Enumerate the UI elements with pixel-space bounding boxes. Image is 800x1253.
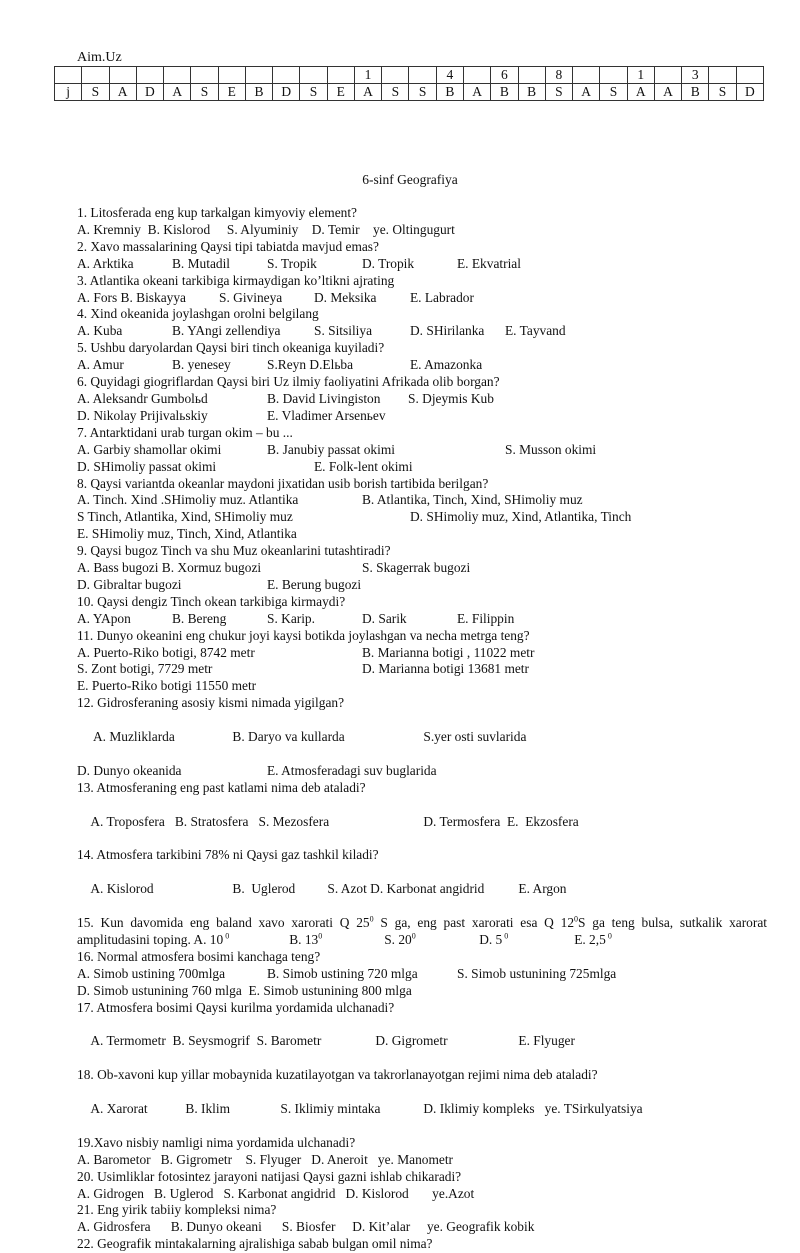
answer-key-cell [409,67,436,84]
answer-key-cell [382,67,409,84]
option: B. Janubiy passat okimi [267,441,395,457]
question-19: 19.Xavo nisbiy namligi nima yordamida ulchanadi? [77,1134,356,1150]
question-16: 16. Normal atmosfera bosimi kanchaga teng? [77,948,321,964]
question-11-options-b [77,661,767,678]
question-9: 9. Qaysi bugoz Tinch va shu Muz okeanlarini tutashtiradi? [77,543,391,559]
question-5: 5. Ushbu daryolardan Qaysi biri tinch okeaniga kuyiladi? [77,340,385,356]
option: D. Gibraltar bugozi [77,576,182,592]
answer-key-cell [82,67,109,84]
answer-key-cell: D [736,84,763,101]
question-10: 10. Qaysi dengiz Tinch okean tarkibiga kirmaydi? [77,593,346,609]
option: E. Vladimer Arsenьev [267,407,386,423]
answer-key-cell [109,67,136,84]
answer-key-cell: A [164,84,191,101]
option: B. yenesey [172,357,231,373]
option: A. Kuba [77,323,123,339]
answer-key-cell: B [518,84,545,101]
question-12-options-b [77,763,767,780]
question-2-options [77,256,767,273]
question-3-options [77,290,767,307]
answer-key-cell [273,67,300,84]
option: E. Flyuger [518,1033,575,1049]
answer-key-cell [164,67,191,84]
option: S. Azot D. Karbonat angidrid [327,881,485,897]
option: D. SHirilanka [410,323,485,339]
question-11: 11. Dunyo okeanini eng chukur joyi kaysi botikda joylashgan va necha metrga teng? [77,627,530,643]
answer-key-cell [573,67,600,84]
answer-key-cell [600,67,627,84]
answer-key-cell: S [600,84,627,101]
option: S. Djeymis Kub [408,390,494,406]
question-7-options-a [77,442,767,459]
document-title: 6-sinf Geografiya [362,172,458,187]
answer-key-cell: S [409,84,436,101]
option: D. Dunyo okeanida [77,762,182,778]
site-name: Aim.Uz [77,50,122,65]
option: B. Uglerod [232,881,296,897]
question-13-options [77,797,767,848]
question-12-options-a [77,712,767,763]
question-19-options: A. Barometor B. Gigrometr S. Flyuger D. Aneroit ye. Manometr [77,1151,453,1167]
question-22: 22. Geografik mintakalarning ajralishiga sabab bulgan omil nima? [77,1236,433,1252]
option: B. Iklim [185,1101,231,1117]
question-2: 2. Xavo massalarining Qaysi tipi tabiatda mavjud emas? [77,238,379,254]
option: S. Skagerrak bugozi [362,560,471,576]
option: E. Folk-lent okimi [314,458,413,474]
question-6: 6. Quyidagi giogriflardan Qaysi biri Uz ilmiy faoliyatini Afrikada olib borgan? [77,374,500,390]
option: A. Aleksandr Gumbolьd [77,390,208,406]
option: A. Simob ustining 700mlga [77,965,226,981]
option: D. Tropik [362,255,415,271]
question-17-options [77,1017,767,1068]
question-1: 1. Litosferada eng kup tarkalgan kimyoviy element? [77,205,357,220]
answer-key-cell: B [682,84,709,101]
answer-key-cell: j [55,84,82,101]
option: E. Amazonka [410,357,483,373]
question-3: 3. Atlantika okeani tarkibiga kirmaydigan ko’ltikni ajrating [77,272,395,288]
option: D. SHimoliy muz, Xind, Atlantika, Tinch [410,509,632,525]
answer-key-cell: S [382,84,409,101]
option: B. $13^0$ [289,931,323,947]
option: S Tinch, Atlantika, Xind, SHimoliy muz [77,509,293,525]
option: B. Simob ustining 720 mlga [267,965,418,981]
option: A. Tinch. Xind .SHimoliy muz. Atlantika [77,492,299,508]
option: A. Xarorat [90,1101,148,1117]
option: E. 2,5 $^0$ [574,931,612,947]
answer-key-cell [463,67,490,84]
question-7-options-b [77,459,767,476]
option: D. Nikolay Prijivalьskiy [77,407,208,423]
answer-key-cell [191,67,218,84]
question-18-options [77,1084,767,1135]
question-16-options-b: D. Simob ustunining 760 mlga E. Simob ustunining 800 mlga [77,982,412,998]
option: S. Iklimiy mintaka [280,1101,381,1117]
answer-key-cell: S [300,84,327,101]
question-21-options: A. Gidrosfera B. Dunyo okeani S. Biosfer D. Kit’alar ye. Geografik kobik [77,1219,535,1235]
question-6-options-b [77,408,767,425]
answer-key-row-letters [55,84,764,101]
option: A. Troposfera B. Stratosfera S. Mezosfera [90,813,330,829]
option: E. Tayvand [505,323,566,339]
question-21: 21. Eng yirik tabiiy kompleksi nima? [77,1202,277,1218]
question-9-options-b [77,577,767,594]
option: B. David Livingiston [267,390,381,406]
option: B. Atlantika, Tinch, Xind, SHimoliy muz [362,492,583,508]
answer-key-cell: 4 [436,67,463,84]
question-12: 12. Gidrosferaning asosiy kismi nimada yigilgan? [77,695,345,711]
answer-key-cell: S [82,84,109,101]
option: D. Iklimiy kompleks ye. TSirkulyatsiya [423,1101,643,1117]
answer-key-cell: S [545,84,572,101]
option: B. Daryo va kullarda [232,729,345,745]
option: B. Bereng [172,610,227,626]
option: E. Argon [518,881,567,897]
question-11-options-a [77,645,767,662]
option: S. Givineya [219,289,283,305]
question-14-options [77,864,767,915]
answer-key-cell: B [245,84,272,101]
answer-key-cell: S [191,84,218,101]
option: S.yer osti suvlarida [423,729,527,745]
question-4-options [77,323,767,340]
option: A. Garbiy shamollar okimi [77,441,222,457]
answer-key-cell: D [136,84,163,101]
option: S. $20^0$ [384,931,416,947]
option: S. Musson okimi [505,441,597,457]
question-7: 7. Antarktidani urab turgan okim – bu ... [77,424,293,440]
question-8-options-a [77,492,767,509]
option: B. Mutadil [172,255,231,271]
option: D. Marianna botigi 13681 metr [362,661,529,677]
option: B. YAngi zellendiya [172,323,281,339]
question-list [77,205,767,1253]
question-20-options: A. Gidrogen B. Uglerod S. Karbonat angidrid D. Kislorod ye.Azot [77,1185,475,1201]
question-5-options [77,357,767,374]
question-16-options-a [77,966,767,983]
option: A. YApon [77,610,131,626]
answer-key-cell [709,67,736,84]
option: A. Fors B. Biskayya [77,289,186,305]
question-18: 18. Ob-xavoni kup yillar mobaynida kuzatilayotgan va takrorlanayotgan rejimi nima deb ataladi? [77,1067,598,1083]
question-6-options-a [77,391,767,408]
option: A. Bass bugozi B. Xormuz bugozi [77,560,262,576]
option: D. 5 $^0$ [479,931,509,947]
option: A. Arktika [77,255,134,271]
answer-key-cell: A [354,84,381,101]
answer-key-cell [245,67,272,84]
option: S. Simob ustunining 725mlga [457,965,617,981]
option: A. Muzliklarda [90,729,175,745]
question-20: 20. Usimliklar fotosintez jarayoni natijasi Qaysi gazni ishlab chikaradi? [77,1168,462,1184]
answer-key-cell [327,67,354,84]
answer-key-cell: 8 [545,67,572,84]
answer-key-cell: B [491,84,518,101]
option: S. Sitsiliya [314,323,373,339]
answer-key-cell: A [463,84,490,101]
question-9-options-a [77,560,767,577]
option: D. Meksika [314,289,377,305]
answer-key-cell [736,67,763,84]
answer-key-table [54,66,764,101]
question-8-options-b [77,509,767,526]
answer-key-cell: A [627,84,654,101]
option: D. Sarik [362,610,407,626]
answer-key-cell: A [573,84,600,101]
option: S. Tropik [267,255,317,271]
question-8: 8. Qaysi variantda okeanlar maydoni jixatidan usib borish tartibida berilgan? [77,475,489,491]
question-10-options [77,611,767,628]
question-8-options-c: E. SHimoliy muz, Tinch, Xind, Atlantika [77,526,297,542]
option: A. Amur [77,357,124,373]
answer-key-cell: 3 [682,67,709,84]
question-11-options-c: E. Puerto-Riko botigi 11550 metr [77,678,257,694]
option: B. Marianna botigi , 11022 metr [362,644,535,660]
option: E. Ekvatrial [457,255,521,271]
answer-key-cell: E [218,84,245,101]
answer-key-cell: 1 [354,67,381,84]
answer-key-cell [136,67,163,84]
answer-key-cell [55,67,82,84]
answer-key-cell [518,67,545,84]
answer-key-cell [654,67,681,84]
option: D. Termosfera E. Ekzosfera [423,813,579,829]
option: E. Atmosferadagi suv buglarida [267,762,437,778]
question-4: 4. Xind okeanida joylashgan orolni belgilang [77,306,319,322]
answer-key-cell: A [654,84,681,101]
question-13: 13. Atmosferaning eng past katlami nima deb ataladi? [77,779,366,795]
answer-key-cell: B [436,84,463,101]
answer-key-cell [218,67,245,84]
answer-key-cell: D [273,84,300,101]
question-1-options: A. Kremniy B. Kislorod S. Alyuminiy D. Temir ye. Oltingugurt [77,221,455,237]
option: A. Termometr B. Seysmogrif S. Barometr [90,1033,322,1049]
option: D. SHimoliy passat okimi [77,458,217,474]
option: A. Kislorod [90,881,154,897]
question-14: 14. Atmosfera tarkibini 78% ni Qaysi gaz tashkil kiladi? [77,847,379,863]
answer-key-row-numbers [55,67,764,84]
option: S. Karip. [267,610,315,626]
option: S.Reyn D.Elьba [267,357,354,373]
question-15: 15. Kun davomida eng baland xavo xarorati Q $25^0$ S ga, eng past xarorati esa Q $12^0S$ ga teng bulsa, sutkalik xarorat amplitudasini toping. A. 10 $^0$ B. $13^0$ S. $20^0$ D. 5 $^0$ E. 2,5 $^0$ [77,914,767,947]
answer-key-cell: A [109,84,136,101]
answer-key-cell: 6 [491,67,518,84]
question-17: 17. Atmosfera bosimi Qaysi kurilma yordamida ulchanadi? [77,999,395,1015]
answer-key-cell [300,67,327,84]
option: E. Labrador [410,289,474,305]
answer-key-cell: S [709,84,736,101]
option: E. Berung bugozi [267,576,362,592]
option: A. Puerto-Riko botigi, 8742 metr [77,644,255,660]
answer-key-cell: 1 [627,67,654,84]
option: E. Filippin [457,610,515,626]
answer-key-cell: E [327,84,354,101]
option: S. Zont botigi, 7729 metr [77,661,213,677]
option: D. Gigrometr [375,1033,448,1049]
